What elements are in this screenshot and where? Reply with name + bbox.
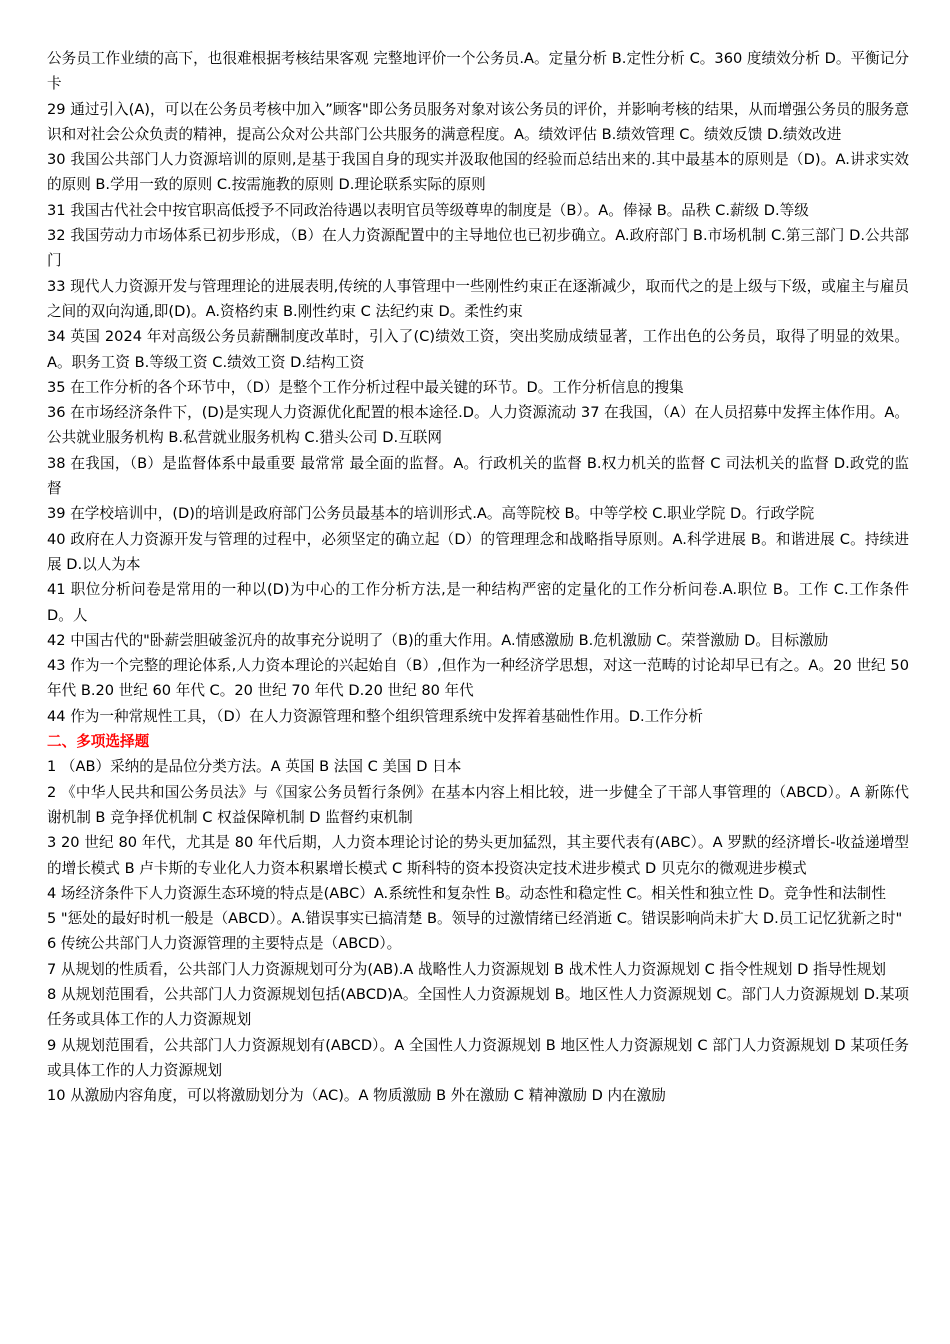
question-paragraph: 3 20 世纪 80 年代，尤其是 80 年代后期，人力资本理论讨论的势头更加猛烈，其主要代表有(ABC）。A 罗默的经济增长-收益递增型的增长模式 B 卢卡斯的专业化人力资本积累增长模式 C 斯科特的资本投资决定技术进步模式 D 贝克尔的微观进步模式 <box>47 834 909 877</box>
question-paragraph: 2 《中华人民共和国公务员法》与《国家公务员暂行条例》在基本内容上相比较，进一步健全了干部人事管理的（ABCD）。A 新陈代谢机制 B 竞争择优机制 C 权益保障机制 D 监督约束机制 <box>47 783 909 826</box>
document-body <box>47 46 909 1108</box>
question-paragraph: 8 从规划范围看，公共部门人力资源规划包括(ABCD)A。全国性人力资源规划 B。地区性人力资源规划 C。部门人力资源规划 D.某项任务或具体工作的人力资源规划 <box>47 985 909 1029</box>
question-paragraph: 38 在我国，（B）是监督体系中最重要 最常常 最全面的监督。A。行政机关的监督 B.权力机关的监督 C 司法机关的监督 D.政党的监督 <box>47 454 909 498</box>
question-paragraph: 42 中国古代的"卧薪尝胆破釜沉舟的故事充分说明了（B)的重大作用。A.情感激励 B.危机激励 C。荣誉激励 D。目标激励 <box>47 631 829 649</box>
question-paragraph: 5 "惩处的最好时机一般是（ABCD）。A.错误事实已搞清楚 B。领导的过激情绪已经消逝 C。错误影响尚未扩大 D.员工记忆犹新之时" <box>47 910 903 928</box>
question-paragraph: 44 作为一种常规性工具，（D）在人力资源管理和整个组织管理系统中发挥着基础性作用。D.工作分析 <box>47 707 703 725</box>
section-heading: 二、多项选择题 <box>47 733 150 751</box>
question-paragraph: 31 我国古代社会中按官职高低授予不同政治待遇以表明官员等级尊卑的制度是（B）。A。俸禄 B。品秩 C.薪级 D.等级 <box>47 201 809 219</box>
question-paragraph: 29 通过引入(A)，可以在公务员考核中加入”顾客"即公务员服务对象对该公务员的评价，并影响考核的结果，从而增强公务员的服务意识和对社会公众负责的精神，提高公众对公共部门公共服务的满意程度。A。绩效评估 B.绩效管理 C。绩效反馈 D.绩效改进 <box>47 100 909 143</box>
question-paragraph: 1 （AB）采纳的是品位分类方法。A 英国 B 法国 C 美国 D 日本 <box>47 758 462 776</box>
question-paragraph: 4 场经济条件下人力资源生态环境的特点是(ABC）A.系统性和复杂性 B。动态性和稳定性 C。相关性和独立性 D。竞争性和法制性 <box>47 884 886 902</box>
question-paragraph: 40 政府在人力资源开发与管理的过程中，必须坚定的确立起（D）的管理理念和战略指导原则。A.科学进展 B。和谐进展 C。持续进展 D.以人为本 <box>47 530 909 573</box>
question-paragraph: 34 英国 2024 年对高级公务员薪酬制度改革时，引入了(C)绩效工资，突出奖励成绩显著，工作出色的公务员，取得了明显的效果。A。职务工资 B.等级工资 C.绩效工资 D.结构工资 <box>47 328 909 371</box>
question-paragraph: 6 传统公共部门人力资源管理的主要特点是（ABCD）。 <box>47 935 402 953</box>
question-paragraph: 32 我国劳动力市场体系已初步形成，（B）在人力资源配置中的主导地位也已初步确立。A.政府部门 B.市场机制 C.第三部门 D.公共部门 <box>47 227 909 270</box>
question-paragraph: 43 作为一个完整的理论体系,人力资本理论的兴起始自（B）,但作为一种经济学思想，对这一范畴的讨论却早已有之。A。20 世纪 50 年代 B.20 世纪 60 年代 C。20 世纪 70 年代 D.20 世纪 80 年代 <box>47 657 909 700</box>
question-paragraph: 7 从规划的性质看，公共部门人力资源规划可分为(AB).A 战略性人力资源规划 B 战术性人力资源规划 C 指令性规划 D 指导性规划 <box>47 960 886 978</box>
question-paragraph: 39 在学校培训中，(D)的培训是政府部门公务员最基本的培训形式.A。高等院校 B。中等学校 C.职业学院 D。行政学院 <box>47 505 815 523</box>
question-paragraph: 36 在市场经济条件下，(D)是实现人力资源优化配置的根本途径.D。人力资源流动 37 在我国，（A）在人员招募中发挥主体作用。A。公共就业服务机构 B.私营就业服务机构 C.猎头公司 D.互联网 <box>47 404 909 447</box>
question-paragraph: 41 职位分析问卷是常用的一种以(D)为中心的工作分析方法,是一种结构严密的定量化的工作分析问卷.A.职位 B。工作 C.工作条件 D。人 <box>47 581 909 624</box>
question-paragraph: 35 在工作分析的各个环节中，（D）是整个工作分析过程中最关键的环节。D。工作分析信息的搜集 <box>47 378 684 396</box>
question-paragraph: 公务员工作业绩的高下，也很难根据考核结果客观 完整地评价一个公务员.A。定量分析 B.定性分析 C。360 度绩效分析 D。平衡记分卡 <box>47 50 909 93</box>
question-paragraph: 10 从激励内容角度，可以将激励划分为（AC)。A 物质激励 B 外在激励 C 精神激励 D 内在激励 <box>47 1087 666 1105</box>
question-paragraph: 9 从规划范围看，公共部门人力资源规划有(ABCD）。A 全国性人力资源规划 B 地区性人力资源规划 C 部门人力资源规划 D 某项任务或具体工作的人力资源规划 <box>47 1036 909 1079</box>
question-paragraph: 33 现代人力资源开发与管理理论的进展表明,传统的人事管理中一些刚性约束正在逐渐减少，取而代之的是上级与下级，或雇主与雇员之间的双向沟通,即(D)。A.资格约束 B.刚性约束 C 法纪约束 D。柔性约束 <box>47 277 909 320</box>
question-paragraph: 30 我国公共部门人力资源培训的原则,是基于我国自身的现实并汲取他国的经验而总结出来的.其中最基本的原则是（D)。A.讲求实效的原则 B.学用一致的原则 C.按需施教的原则 D.理论联系实际的原则 <box>47 151 909 194</box>
